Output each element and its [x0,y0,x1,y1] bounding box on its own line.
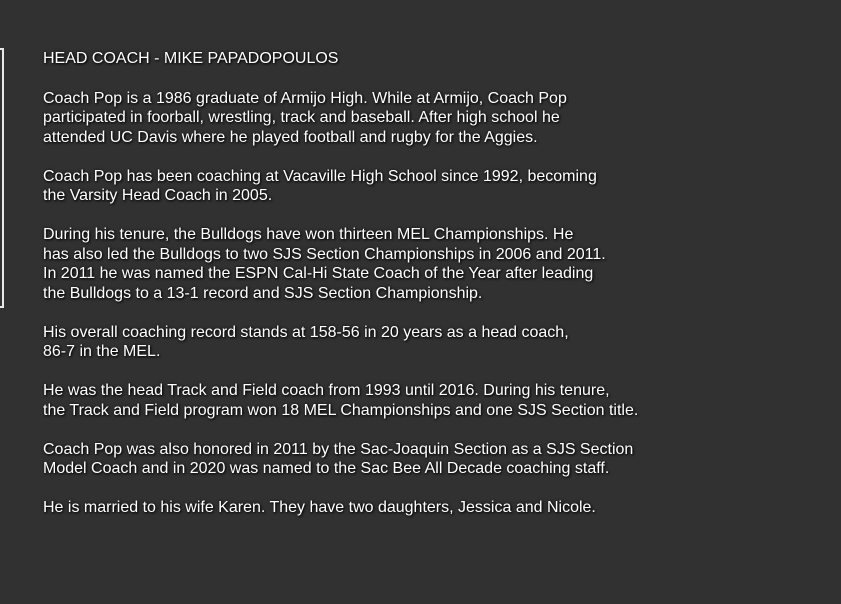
bio-paragraph-track-field: He was the head Track and Field coach from 1993 until 2016. During his tenure, the Track and Field program won 18 MEL Championships and one SJS Section title. [43,382,639,419]
bio-paragraph-family: He is married to his wife Karen. They have two daughters, Jessica and Nicole. [43,499,596,516]
bio-paragraph-coaching-start: Coach Pop has been coaching at Vacaville High School since 1992, becoming the Varsity Head Coach in 2005. [43,167,597,204]
bio-heading: HEAD COACH - MIKE PAPADOPOULOS [43,50,339,67]
bio-paragraph-honors: Coach Pop was also honored in 2011 by the Sac-Joaquin Section as a SJS Section Model Coach and in 2020 was named to the Sac Bee All Decade coaching staff. [43,440,634,477]
coach-bio [43,49,833,537]
photo-frame-edge [0,48,4,308]
bio-paragraph-record: His overall coaching record stands at 158-56 in 20 years as a head coach, 86-7 in the MEL. [43,323,569,360]
bio-paragraph-education: Coach Pop is a 1986 graduate of Armijo High. While at Armijo, Coach Pop participated in foorball, wrestling, track and baseball. After high school he attended UC Davis where he played football and rugby for the Aggies. [43,89,567,146]
bio-paragraph-championships: During his tenure, the Bulldogs have won thirteen MEL Championships. He has also led the Bulldogs to two SJS Section Championships in 2006 and 2011. In 2011 he was named the ESPN Cal-Hi State Coach of the Year after leading the Bulldogs to a 13-1 record and SJS Section Championship. [43,226,606,302]
